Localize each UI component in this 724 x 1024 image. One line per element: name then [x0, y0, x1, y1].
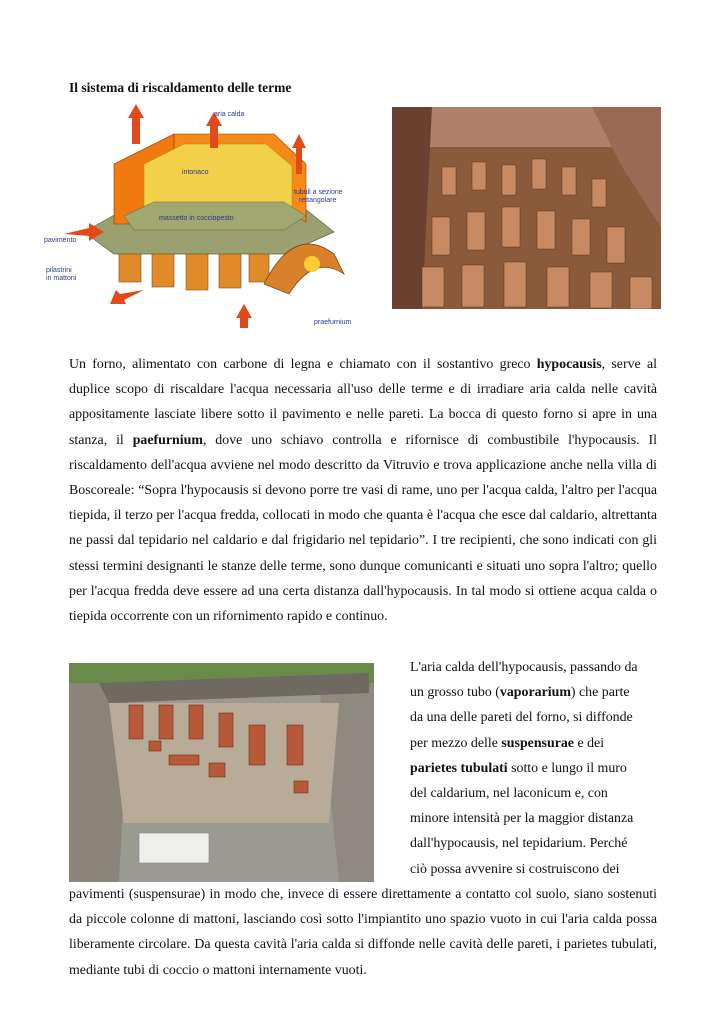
info-plaque [139, 833, 209, 863]
p2-text: per mezzo delle [410, 735, 502, 751]
p1-text-2: , serve al duplice scopo di riscaldare l'acqua necessaria all'uso delle terme e di irradiare aria calda nelle cavità appositamente lasciate libere sotto il pavimento e nelle pareti. La bocca di questo forno si apre in una stanza, il [69, 357, 657, 448]
label-tubuli-2: rettangolare [299, 197, 337, 204]
paragraph-2-rest: pavimenti (suspensurae) in modo che, invece di essere direttamente a contatto col suolo, siano sostenuti da piccole colonne di mattoni, lasciando così sotto l'impiantito uno spazio vuoto in cui l'aria calda possa liberamente circolare. Da questa cavità l'aria calda si diffonde nelle cavità delle pareti, i parietes tubulati, mediante tubi di coccio o mattoni internamente vuoti. [69, 887, 657, 978]
hypocaust-diagram [44, 104, 366, 328]
p2-line: ciò possa avvenire si costruiscono dei [410, 861, 620, 877]
p2-line: da una delle pareti del forno, si diffonde [410, 710, 633, 726]
p2-line: dall'hypocausis, nel tepidarium. Perché [410, 836, 628, 852]
p2-text: ) che parte [570, 685, 630, 701]
label-tubuli: tubuli a sezione [294, 189, 343, 196]
label-aria-calda: aria calda [214, 111, 245, 118]
p2-bold-parietes: parietes tubulati [410, 760, 508, 776]
label-pilastrini: pilastrini [46, 267, 72, 274]
p2-line: minore intensità per la maggior distanza [410, 811, 634, 827]
paragraph-2-side [410, 655, 657, 882]
p2-bold-suspensurae: suspensurae [501, 735, 574, 751]
hypocaust-photo [392, 107, 661, 309]
p1-text-3: , dove uno schiavo controlla e rifornisce di combustibile l'hypocausis. Il riscaldamento dell'acqua avviene nel modo descritto da Vitruvio e trova applicazione anche nella villa di Boscoreale: “Sopra l'hypocausis si devono porre tre vasi di rame, uno per l'acqua calda, l'altro per l'acqua tiepida, il terzo per l'acqua fredda, collocati in modo che quanta è l'acqua che esce dal caldario, altrettanta ne passi dal tepidario nel caldario e dal frigidario nel tepidario”. I tre recipienti, che sono indicati con gli stessi termini designanti le stanze delle terme, sono dunque comunicanti e situati uno sopra l'altro; quello per l'acqua fredda deve essere ad una certa distanza dall'hypocausis. In tal modo si ottiene acqua calda o tiepida occorrente con un rifornimento rapido e continuo. [69, 432, 658, 625]
p2-line [410, 731, 657, 756]
p1-bold-hypocausis: hypocausis [536, 357, 602, 372]
p2-text: un grosso tubo ( [410, 685, 500, 701]
p2-text: sotto e lungo il muro [507, 760, 627, 776]
p2-line: L'aria calda dell'hypocausis, passando da [410, 660, 638, 675]
label-pavimento: pavimento [44, 237, 77, 244]
p2-line: del caldarium, nel laconicum e, con [410, 786, 608, 802]
p2-bold-vaporarium: vaporarium [499, 685, 571, 701]
p1-text-1: Un forno, alimentato con carbone di legna e chiamato con il sostantivo greco [69, 357, 537, 372]
page-title: Il sistema di riscaldamento delle terme [69, 80, 292, 95]
label-pilastrini-2: in mattoni [46, 275, 77, 282]
p2-line [410, 680, 657, 705]
label-massetto: massetto in cocciopesto [159, 215, 234, 222]
excavation-photo [69, 663, 374, 882]
p2-text: e dei [573, 735, 605, 751]
paragraph-1 [69, 352, 657, 629]
p1-bold-paefurnium: paefurnium [132, 432, 203, 448]
label-praefurnium: praefurnium [314, 319, 352, 326]
label-intonaco: intonaco [182, 169, 209, 176]
p2-line [410, 756, 657, 781]
